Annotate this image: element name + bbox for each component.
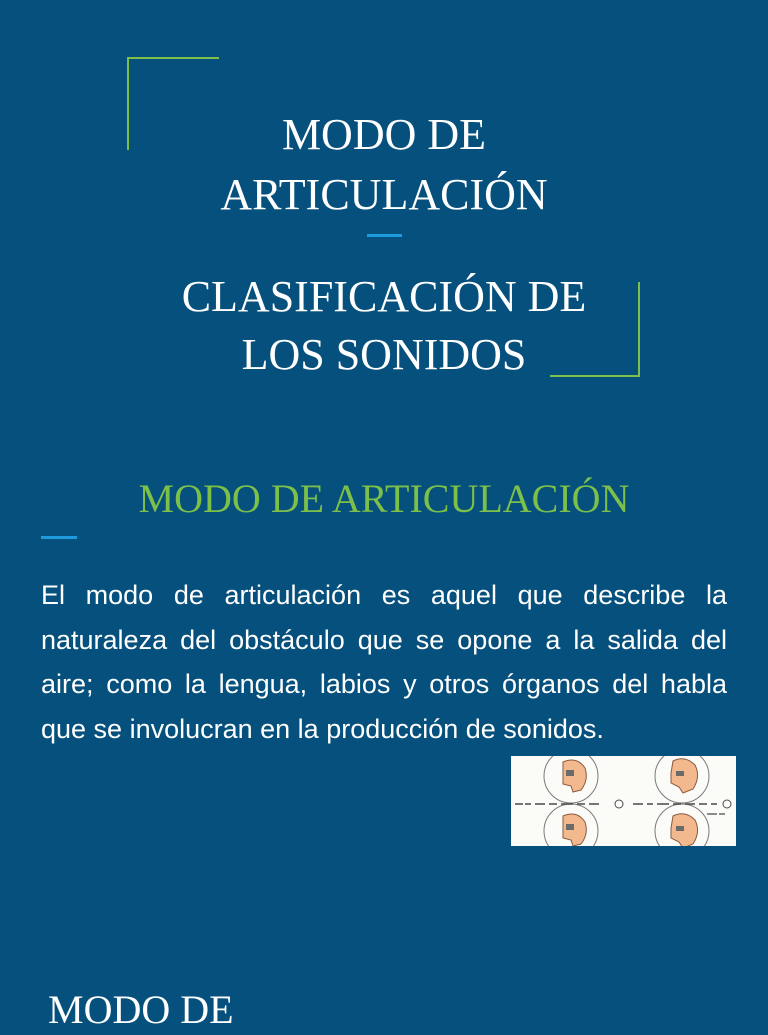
articulation-illustration-image (511, 756, 736, 846)
articulation-diagram-svg (511, 756, 736, 846)
decorative-corner-top-left-horizontal (127, 57, 219, 59)
next-slide-title: MODO DE (48, 987, 234, 1032)
section-paragraph: El modo de articulación es aquel que describe la naturaleza del obstáculo que se opone a la salida del aire; como la lengua, labios y otros órganos del habla que se involucran en la producción de sonidos. (41, 580, 727, 744)
section-divider (41, 536, 77, 539)
title-divider (367, 234, 402, 237)
section-heading: MODO DE ARTICULACIÓN (138, 476, 630, 521)
decorative-corner-bottom-right-vertical (638, 282, 640, 377)
page-subtitle: CLASIFICACIÓN DE LOS SONIDOS (181, 272, 587, 379)
page-title: MODO DE ARTICULACIÓN (220, 110, 548, 219)
decorative-corner-bottom-right-horizontal (550, 375, 640, 377)
